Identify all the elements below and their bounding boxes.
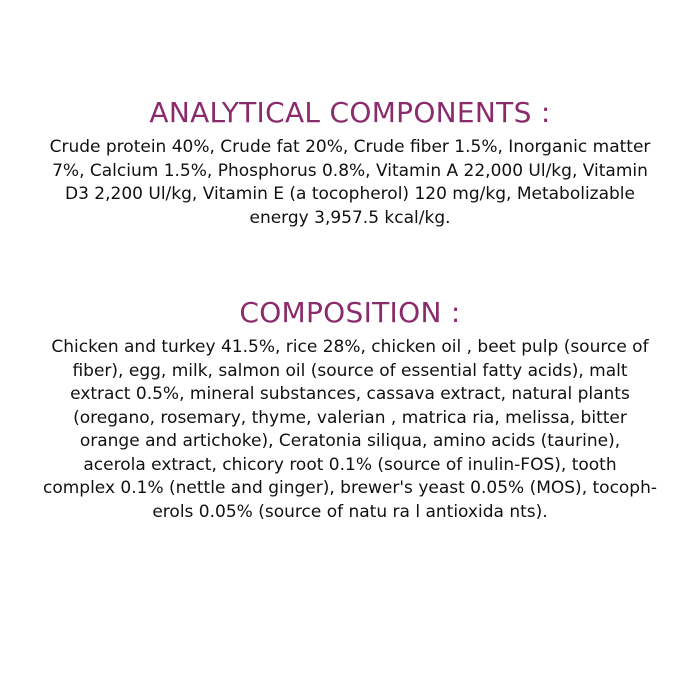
composition-heading: COMPOSITION : — [239, 296, 461, 329]
composition-section — [30, 296, 670, 524]
analytical-components-text: Crude protein 40%, Crude fat 20%, Crude fiber 1.5%, Inorganic matter 7%, Calcium 1.5%, Phosphorus 0.8%, Vitamin A 22,000 Ul/kg, Vitamin D3 2,200 Ul/kg, Vitamin E (a tocopherol) 120 mg/kg, Metabolizable energy 3,957.5 kcal/kg. — [49, 137, 651, 228]
analytical-components-section — [30, 96, 670, 230]
composition-text: Chicken and turkey 41.5%, rice 28%, chicken oil , beet pulp (source of fiber), egg, milk, salmon oil (source of essential fatty acids), malt extract 0.5%, mineral substances, cassava extract, natural plants (oregano, rosemary, thyme, valerian , matrica ria, melissa, bitter orange and artichoke), Ceratonia siliqua, amino acids (taurine), acerola extract, chicory root 0.1% (source of inulin-FOS), tooth complex 0.1% (nettle and ginger), brewer's yeast 0.05% (MOS), tocoph- erols 0.05% (source of natu ra l antioxida nts). — [42, 337, 658, 522]
analytical-components-heading: ANALYTICAL COMPONENTS : — [149, 96, 551, 129]
